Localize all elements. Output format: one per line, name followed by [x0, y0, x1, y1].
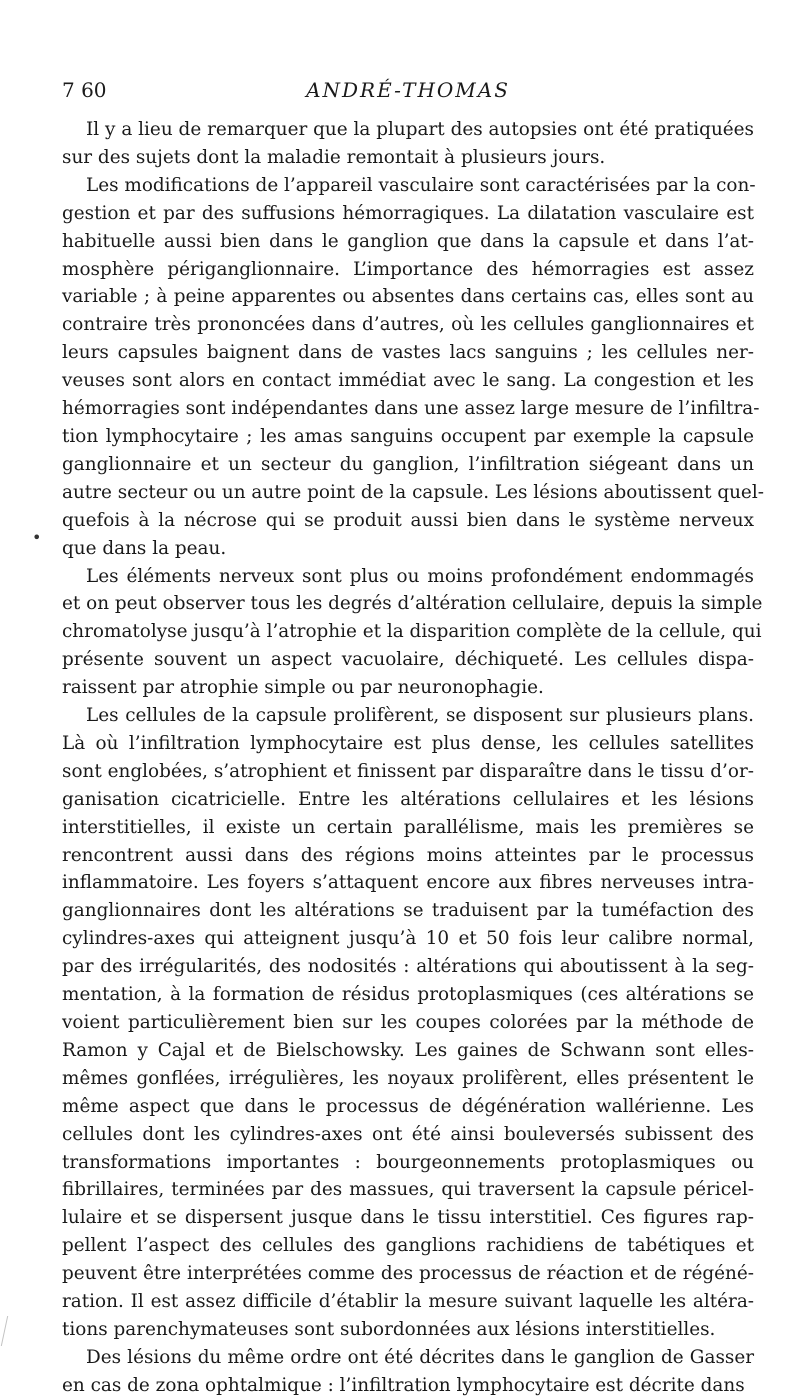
margin-pencil-mark: [1, 1316, 22, 1346]
text-line: par des irrégularités, des nodosités : altérations qui aboutissent à la seg-: [62, 956, 754, 978]
page-header: [62, 78, 754, 102]
page-number: 7 60: [62, 78, 107, 102]
text-line: mêmes gonflées, irrégulières, les noyaux prolifèrent, elles présentent le: [62, 1067, 754, 1089]
text-line: mosphère périganglionnaire. L’importance des hémorragies est assez: [62, 258, 754, 280]
text-line: mentation, à la formation de résidus protoplasmiques (ces altérations se: [62, 984, 754, 1006]
text-line: leurs capsules baignent dans de vastes lacs sanguins ; les cellules ner-: [62, 342, 754, 364]
text-line: et on peut observer tous les degrés d’altération cellulaire, depuis la simple: [62, 593, 763, 615]
text-line: cylindres-axes qui atteignent jusqu’à 10 et 50 fois leur calibre normal,: [62, 928, 754, 950]
text-line: Il y a lieu de remarquer que la plupart des autopsies ont été pratiquées: [86, 119, 754, 140]
text-line: Là où l’infiltration lymphocytaire est plus dense, les cellules satellites: [62, 732, 754, 754]
text-line: interstitielles, il existe un certain parallélisme, mais les premières se: [62, 816, 754, 838]
text-line: raissent par atrophie simple ou par neuronophagie.: [62, 677, 544, 699]
text-line: ganglionnaire et un secteur du ganglion, l’infiltration siégeant dans un: [62, 453, 754, 475]
text-line: fibrillaires, terminées par des massues, qui traversent la capsule péricel-: [62, 1179, 754, 1201]
text-line: ganglionnaires dont les altérations se traduisent par la tuméfaction des: [62, 900, 754, 922]
text-line: lulaire et se dispersent jusque dans le tissu interstitiel. Ces figures rap-: [62, 1207, 754, 1229]
text-line: que dans la peau.: [62, 537, 227, 559]
text-line: habituelle aussi bien dans le ganglion que dans la capsule et dans l’at-: [62, 230, 754, 252]
text-line: transformations importantes : bourgeonnements protoplasmiques ou: [62, 1151, 754, 1173]
text-line: veuses sont alors en contact immédiat avec le sang. La congestion et les: [62, 370, 754, 392]
paragraph: [62, 116, 754, 172]
text-line: ration. Il est assez difficile d’établir la mesure suivant laquelle les altéra-: [62, 1291, 754, 1313]
text-line: sur des sujets dont la maladie remontait à plusieurs jours.: [62, 146, 606, 168]
text-line: Des lésions du même ordre ont été décrites dans le ganglion de Gasser: [86, 1346, 754, 1368]
text-line: pellent l’aspect des cellules des ganglions rachidiens de tabétiques et: [62, 1235, 754, 1257]
text-line: Ramon y Cajal et de Bielschowsky. Les gaines de Schwann sont elles-: [62, 1039, 754, 1061]
text-line: peuvent être interprétées comme des processus de réaction et de régéné-: [62, 1263, 754, 1285]
paragraph: [62, 702, 754, 1344]
text-line: tion lymphocytaire ; les amas sanguins occupent par exemple la capsule: [62, 425, 754, 447]
body-text: [62, 116, 764, 1400]
text-line: variable ; à peine apparentes ou absentes dans certains cas, elles sont au: [62, 286, 754, 308]
text-line: contraire très prononcées dans d’autres, où les cellules ganglionnaires et: [62, 314, 754, 336]
text-line: Les cellules de la capsule prolifèrent, se disposent sur plusieurs plans.: [86, 705, 754, 727]
text-line: Les éléments nerveux sont plus ou moins profondément endommagés: [86, 565, 754, 587]
text-line: Les modifications de l’appareil vasculaire sont caractérisées par la con-: [86, 174, 756, 196]
paragraph: [62, 172, 764, 563]
text-line: présente souvent un aspect vacuolaire, déchiqueté. Les cellules dispa-: [62, 649, 754, 671]
text-line: ganisation cicatricielle. Entre les altérations cellulaires et les lésions: [62, 788, 754, 810]
running-title: ANDRÉ-THOMAS: [306, 78, 510, 102]
paragraph: [62, 563, 763, 703]
text-line: hémorragies sont indépendantes dans une assez large mesure de l’infiltra-: [62, 398, 760, 420]
text-line: quefois à la nécrose qui se produit aussi bien dans le système nerveux: [62, 509, 754, 531]
text-line: même aspect que dans le processus de dégénération wallérienne. Les: [62, 1095, 754, 1117]
text-line: voient particulièrement bien sur les coupes colorées par la méthode de: [62, 1012, 754, 1033]
text-line: autre secteur ou un autre point de la capsule. Les lésions aboutissent quel-: [62, 481, 764, 503]
margin-bullet-mark: •: [32, 528, 42, 547]
text-line: chromatolyse jusqu’à l’atrophie et la disparition complète de la cellule, qui: [62, 621, 762, 643]
text-line: gestion et par des suffusions hémorragiques. La dilatation vasculaire est: [62, 202, 754, 224]
text-line: inflammatoire. Les foyers s’attaquent encore aux fibres nerveuses intra-: [62, 872, 754, 894]
text-line: sont englobées, s’atrophient et finissent par disparaître dans le tissu d’or-: [62, 760, 754, 782]
text-line: tions parenchymateuses sont subordonnées aux lésions interstitielles.: [62, 1318, 716, 1340]
text-line: rencontrent aussi dans des régions moins atteintes par le processus: [62, 844, 754, 866]
paragraph: [62, 1344, 754, 1400]
text-line: en cas de zona ophtalmique : l’infiltration lymphocytaire est décrite dans: [62, 1374, 745, 1396]
text-line: cellules dont les cylindres-axes ont été ainsi bouleversés subissent des: [62, 1123, 754, 1145]
